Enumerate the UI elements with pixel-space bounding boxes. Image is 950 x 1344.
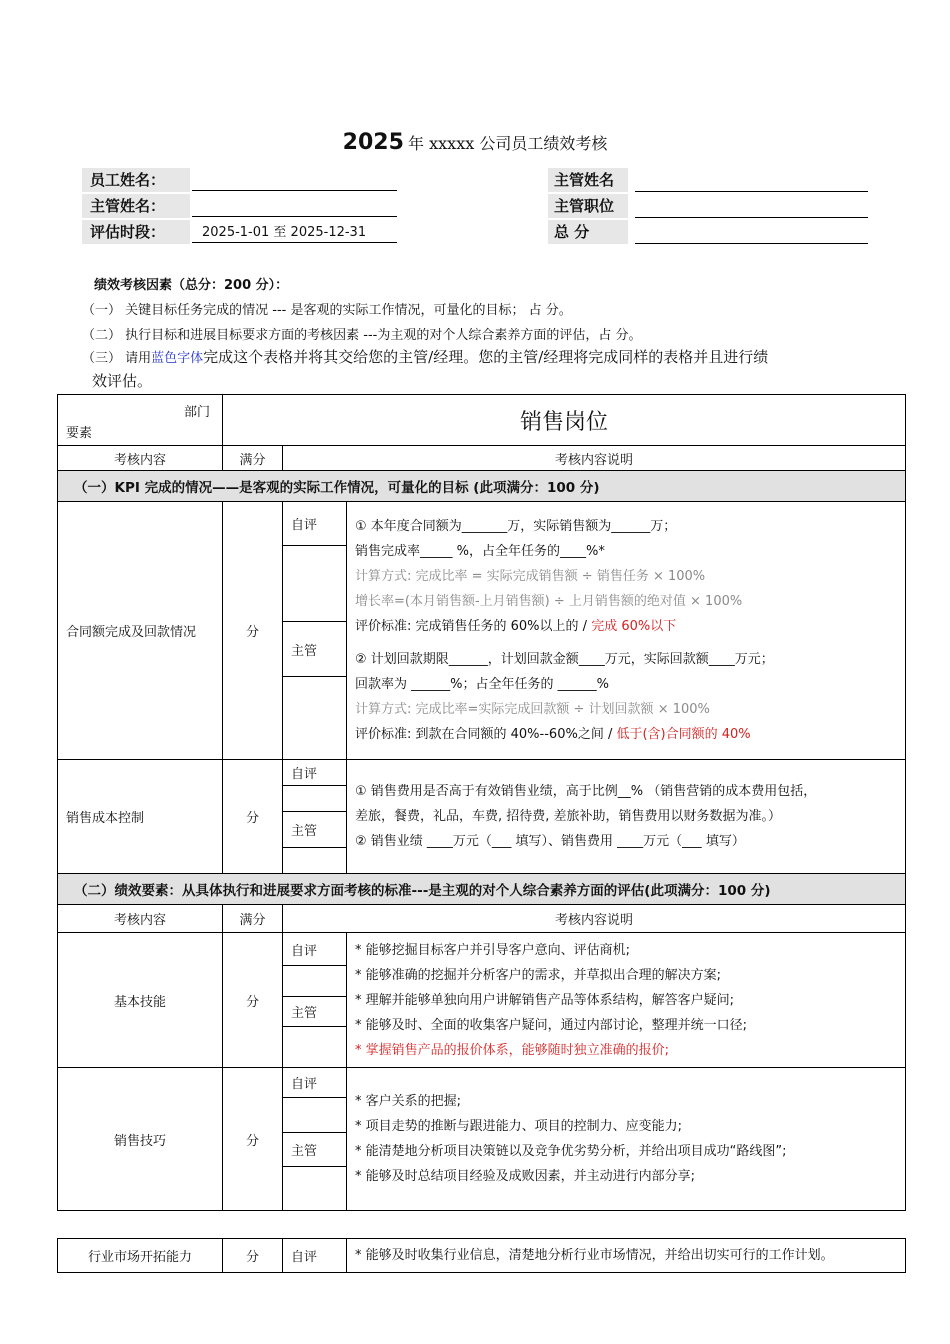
cost-row-name: 销售成本控制 xyxy=(58,760,223,874)
col-header-desc: 考核内容说明 xyxy=(283,446,906,471)
col-header-score-2: 满分 xyxy=(223,905,283,933)
tech-mgr-label: 主管 xyxy=(283,1133,347,1167)
cost-mgr-label: 主管 xyxy=(283,812,347,848)
department-title: 销售岗位 xyxy=(223,395,906,446)
col-header-score: 满分 xyxy=(223,446,283,471)
market-self-label: 自评 xyxy=(283,1239,347,1273)
contract-self-label: 自评 xyxy=(283,502,347,546)
section-2-header: （二）绩效要素：从具体执行和进展要求方面考核的标准---是主观的对个人综合素养方面的评估(此项满分：100 分) xyxy=(58,874,906,905)
section-1-header: （一）KPI 完成的情况——是客观的实际工作情况，可量化的目标 (此项满分：100 分) xyxy=(58,471,906,502)
cost-desc: ① 销售费用是否高于有效销售业绩，高于比例__% （销售营销的成本费用包括， 差旅，餐费，礼品，车费, 招待费, 差旅补助，销售费用以财务数据为准。） ② 销售业绩 ____万元（___ 填写）、销售费用 ____万元（___ 填写） xyxy=(347,760,906,874)
market-score[interactable]: 分 xyxy=(223,1239,283,1273)
contract-self-score[interactable] xyxy=(283,546,347,622)
skill-desc: * 能够挖掘目标客户并引导客户意向、评估商机; * 能够准确的挖掘并分析客户的需求，并草拟出合理的解决方案; * 理解并能够单独向用户讲解销售产品等体系结构，解答客户疑问; * 能够及时、全面的收集客户疑问，通过内部讨论，整理并统一口径; * 掌握销售产品的报价体系，能够随时独立准确的报价; xyxy=(347,933,906,1068)
manager-name-label-right: 主管姓名 xyxy=(548,168,628,192)
intro-item-1: （一） 关键目标任务完成的情况 --- 是客观的实际工作情况，可量化的目标； 占 分。 xyxy=(82,303,572,318)
skill-score[interactable]: 分 xyxy=(223,933,283,1068)
cost-mgr-score[interactable] xyxy=(283,848,347,874)
total-field[interactable] xyxy=(635,220,868,244)
contract-mgr-label: 主管 xyxy=(283,622,347,677)
cost-self-label: 自评 xyxy=(283,760,347,786)
contract-row-name: 合同额完成及回款情况 xyxy=(58,502,223,760)
contract-desc: ① 本年度合同额为_______万，实际销售额为______万； 销售完成率_____ %，占全年任务的____%* 计算方式: 完成比率 = 实际完成销售额 ÷ 销售任务 × 100% 增长率=(本月销售额-上月销售额) ÷ 上月销售额的绝对值 × 100% 评价标准: 完成销售任务的 60%以上的 / 完成 60%以下 ② 计划回款期限______，计划回款金额____万元，实际回款额____万元； 回款率为 ______%；占全年任务的 ______% 计算方式: 完成比率=实际完成回款额 ÷ 计划回款额 × 100% 评价标准: 到款在合同额的 40%--60%之间 / 低于(含)合同额的 40% xyxy=(347,502,906,760)
tech-mgr-score[interactable] xyxy=(283,1167,347,1211)
skill-mgr-score[interactable] xyxy=(283,1027,347,1068)
skill-self-score[interactable] xyxy=(283,966,347,997)
period-label: 评估时段： xyxy=(82,220,190,244)
tech-score[interactable]: 分 xyxy=(223,1068,283,1211)
corner-cell: 部门 要素 xyxy=(58,395,223,446)
manager-name-field[interactable] xyxy=(192,194,397,217)
col-header-desc-2: 考核内容说明 xyxy=(283,905,906,933)
tech-desc: * 客户关系的把握; * 项目走势的推断与跟进能力、项目的控制力、应变能力; * 能清楚地分析项目决策链以及竞争优劣势分析，并给出项目成功“路线图”; * 能够及时总结项目经验及成败因素，并主动进行内部分享; xyxy=(347,1068,906,1211)
tech-row-name: 销售技巧 xyxy=(58,1068,223,1211)
skill-self-label: 自评 xyxy=(283,933,347,966)
header-info xyxy=(82,168,872,246)
market-desc: * 能够及时收集行业信息，清楚地分析行业市场情况，并给出切实可行的工作计划。 xyxy=(347,1239,906,1273)
title-year: 2025 xyxy=(342,130,404,155)
cost-score[interactable]: 分 xyxy=(223,760,283,874)
skill-row-name: 基本技能 xyxy=(58,933,223,1068)
evaluation-table xyxy=(57,394,906,1211)
intro-item-3-cont: 效评估。 xyxy=(92,372,153,390)
contract-mgr-score[interactable] xyxy=(283,677,347,760)
contract-score[interactable]: 分 xyxy=(223,502,283,760)
intro-item-2: （二） 执行目标和进展目标要求方面的考核因素 ---为主观的对个人综合素养方面的评估，占 分。 xyxy=(82,328,642,343)
manager-title-field[interactable] xyxy=(635,194,868,218)
blue-text-hint: 蓝色字体 xyxy=(151,351,204,366)
title-text: 年 xxxxx 公司员工绩效考核 xyxy=(408,134,608,153)
total-label: 总 分 xyxy=(548,220,628,244)
intro-heading: 绩效考核因素（总分：200 分）： xyxy=(94,278,289,293)
cost-self-score[interactable] xyxy=(283,786,347,812)
intro-item-3: （三） 请用蓝色字体完成这个表格并将其交给您的主管/经理。您的主管/经理将完成同样的表格并且进行绩 xyxy=(82,348,769,366)
market-row-name: 行业市场开拓能力 xyxy=(58,1239,223,1273)
period-field[interactable]: 2025-1-01 至 2025-12-31 xyxy=(192,220,397,243)
employee-name-label: 员工姓名： xyxy=(82,168,190,192)
col-header-content: 考核内容 xyxy=(58,446,223,471)
page-title xyxy=(0,130,950,155)
tech-self-label: 自评 xyxy=(283,1068,347,1098)
manager-name-label: 主管姓名： xyxy=(82,194,190,218)
tech-self-score[interactable] xyxy=(283,1098,347,1133)
skill-mgr-label: 主管 xyxy=(283,997,347,1027)
market-table xyxy=(57,1238,906,1273)
col-header-content-2: 考核内容 xyxy=(58,905,223,933)
employee-name-field[interactable] xyxy=(192,168,397,191)
manager-name-field-right[interactable] xyxy=(635,168,868,192)
manager-title-label: 主管职位 xyxy=(548,194,628,218)
